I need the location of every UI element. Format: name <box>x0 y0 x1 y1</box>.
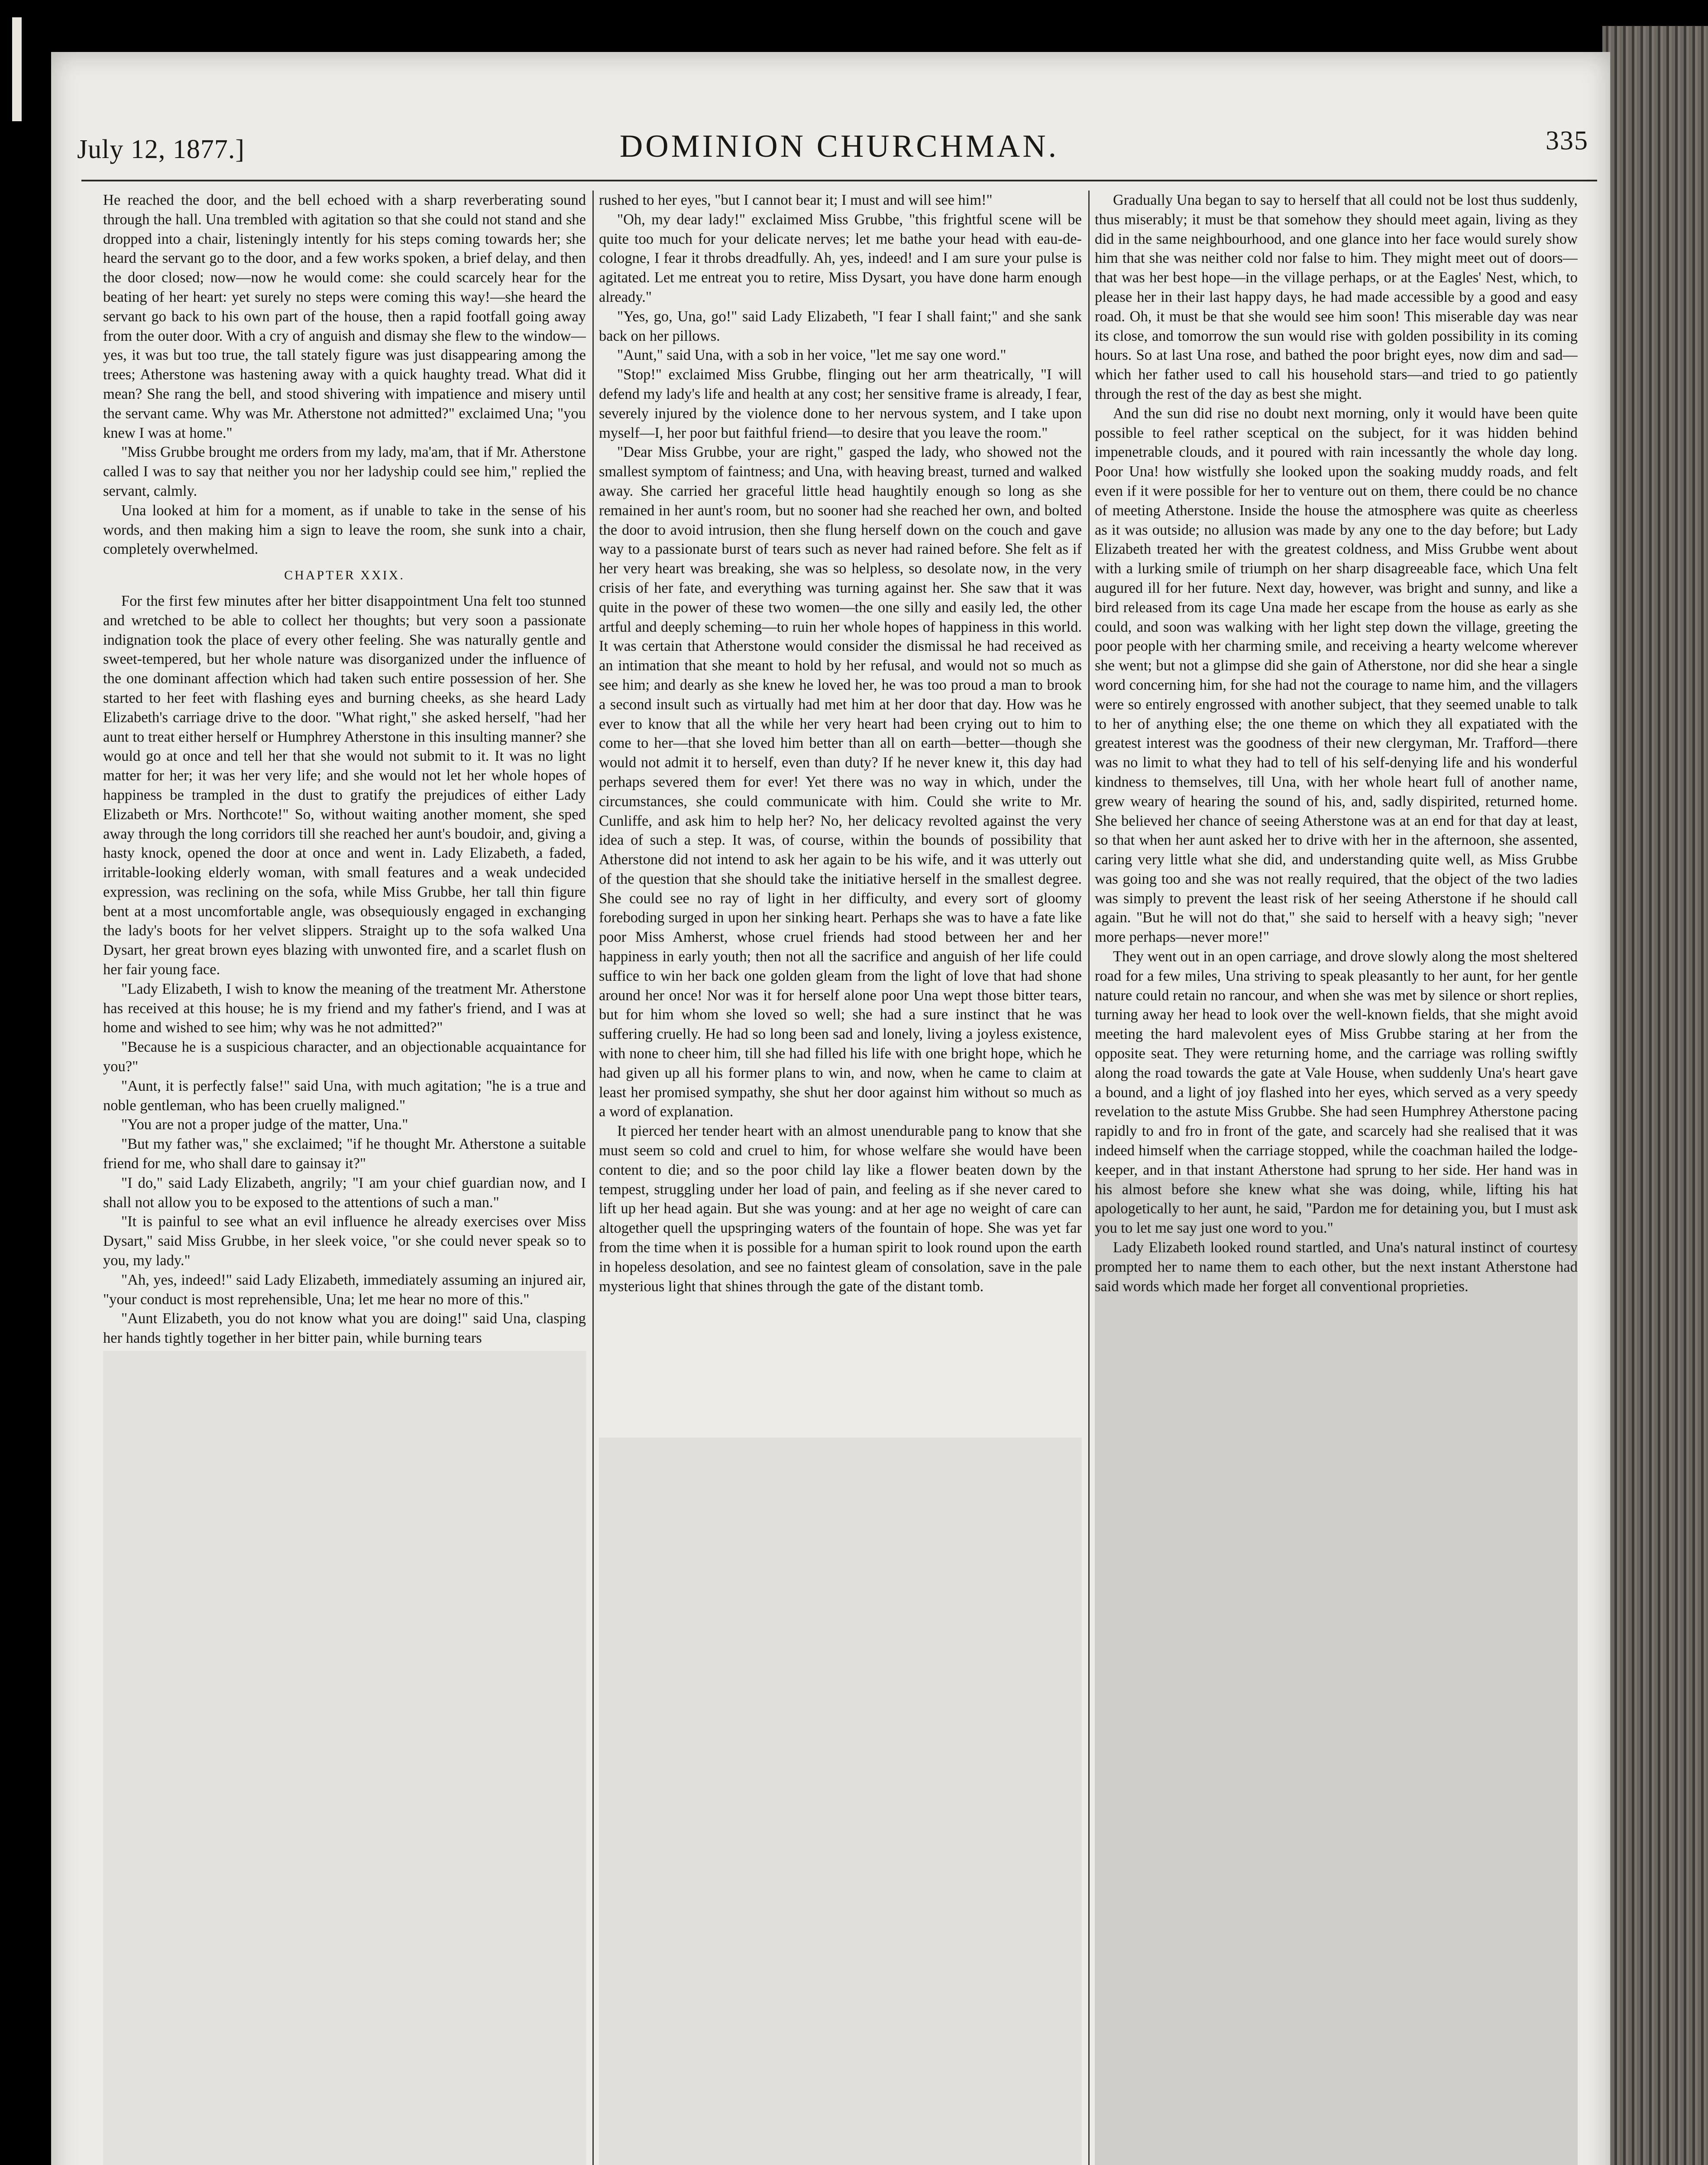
paragraph: "It is painful to see what an evil influence he already exercises over Miss Dysart," said Miss Grubbe, in her sleek voice, "or she could never speak so to you, my lady." <box>103 1213 586 1269</box>
issue-date: July 12, 1877.] <box>77 135 245 164</box>
header-rule <box>81 180 1597 181</box>
page-header <box>77 117 1601 178</box>
paragraph: "Aunt," said Una, with a sob in her voice, "let me say one word." <box>617 347 1006 364</box>
paragraph: "Oh, my dear lady!" exclaimed Miss Grubbe, "this frightful scene will be quite too much for your delicate nerves; let me bathe your head with eau-de-cologne, I fear it throbs dreadfully. Ah, yes, indeed! and I am sure your pulse is agitated. Let me entreat you to retire, Miss Dysart, you have done harm enough already." <box>599 211 1082 305</box>
paragraph: "But my father was," she exclaimed; "if he thought Mr. Atherstone a suitable friend for me, who shall dare to gainsay it?" <box>103 1136 586 1172</box>
paragraph: "Ah, yes, indeed!" said Lady Elizabeth, immediately assuming an injured air, "your conduct is most reprehensible, Una; let me hear no more of this." <box>103 1271 586 1308</box>
paragraph: Una looked at him for a moment, as if unable to take in the sense of his words, and then making him a sign to leave the room, she sunk into a chair, completely overwhelmed. <box>103 502 586 558</box>
chapter-heading: CHAPTER XXIX. <box>284 568 405 583</box>
newspaper-page <box>51 52 1610 2165</box>
paragraph: For the first few minutes after her bitter disappointment Una felt too stunned and wretched to be able to collect her thoughts; but very soon a passionate indignation took the place of every other feeling. She was naturally gentle and sweet-tempered, but her whole nature was disorganized under the influence of the one dominant affection which had taken such entire possession of her. She started to her feet with flashing eyes and burning cheeks, as she heard Lady Elizabeth's carriage drive to the door. "What right," she asked herself, "had her aunt to treat either herself or Humphrey Atherstone in this insulting manner? she would go at once and tell her that she would not submit to it. It was no light matter for her; it was her very life; and she would not let her whole hopes of happiness be trampled in the dust to gratify the prejudices of either Lady Elizabeth or Mrs. Northcote!" So, without waiting another moment, she sped away through the long corridors till she reached her aunt's boudoir, and, giving a hasty knock, opened the door at once and went in. Lady Elizabeth, a faded, irritable-looking elderly woman, with small features and a weak undecided expression, was reclining on the sofa, while Miss Grubbe, her tall thin figure bent at a most uncomfortable angle, was obsequiously engaged in exchanging the lady's boots for her velvet slippers. Straight up to the sofa walked Una Dysart, her great brown eyes blazing with unwonted fire, and a scarlet flush on her fair young face. <box>103 592 586 978</box>
paragraph: And the sun did rise no doubt next morning, only it would have been quite possible to feel rather sceptical on the subject, for it was hidden behind impenetrable clouds, and it poured with rain incessantly the whole day long. Poor Una! how wistfully she looked upon the soaking muddy roads, and felt even if it were possible for her to venture out on them, there could be no chance of meeting Atherstone. Inside the house the atmosphere was quite as cheerless as it was outside; no allusion was made by any one to the day before; but Lady Elizabeth treated her with the greatest coldness, and Miss Grubbe went about with a lurking smile of triumph on her sharp disagreeable face, which Una felt augured ill for her future. Next day, however, was bright and sunny, and like a bird released from its cage Una made her escape from the house as early as she could, and soon was walking with her light step down the village, greeting the poor people with her charming smile, and receiving a hearty welcome wherever she went; but not a glimpse did she gain of Atherstone, nor did she hear a single word concerning him, for she had not the courage to name him, and the villagers were so entirely engrossed with another subject, that they seemed unable to talk to her of anything else; the one theme on which they all expatiated with the greatest interest was the goodness of their new clergyman, Mr. Trafford—there was no limit to what they had to tell of his self-denying life and his wonderful kindness to themselves, till Una, with her whole heart full of another name, grew weary of hearing the sound of his, and, sadly dispirited, returned home. She believed her chance of seeing Atherstone was at an end for that day at least, so that when her aunt asked her to drive with her in the afternoon, she assented, caring very little what she did, and understanding quite well, as Miss Grubbe was going too and she was not really required, that the object of the two ladies was simply to prevent the least risk of her seeing Atherstone if he should call again. "But he will not do that," she said to herself with a heavy sigh; "never more perhaps—never more!" <box>1095 405 1578 946</box>
paragraph: "You are not a proper judge of the matter, Una." <box>121 1116 408 1133</box>
paragraph: Lady Elizabeth looked round startled, and Una's natural instinct of courtesy prompted her to name them to each other, but the next instant Atherstone had said words which made her forget all conventional proprieties. <box>1095 1239 1578 1295</box>
paragraph: They went out in an open carriage, and drove slowly along the most sheltered road for a few miles, Una striving to speak pleasantly to her aunt, for her gentle nature could retain no rancour, and when she was met by silence or short replies, turning away her head to look over the well-known fields, that she might avoid meeting the hard malevolent eyes of Miss Grubbe staring at her from the opposite seat. They were returning home, and the carriage was rolling swiftly along the road towards the gate at Vale House, when suddenly Una's heart gave a bound, and a light of joy flashed into her eyes, which served as a very speedy revelation to the astute Miss Grubbe. She had seen Humphrey Atherstone pacing rapidly to and fro in front of the gate, and scarcely had she realised that it was indeed himself when the carriage stopped, while the coachman hailed the lodge-keeper, and in that instant Atherstone had sprung to her side. Her hand was in his almost before she knew what she was doing, while, lifting his hat apologetically to her aunt, he said, "Pardon me for detaining you, but I must ask you to let me say just one word to you." <box>1095 948 1578 1237</box>
paragraph: He reached the door, and the bell echoed with a sharp reverberating sound through the hall. Una trembled with agitation so that she could not stand and she dropped into a chair, listeningly intently for his steps coming towards her; she heard the servant go to the door, and a few works spoken, a brief delay, and then the door closed; now—now he would come: she could scarcely hear for the beating of her heart: yet surely no steps were coming this way!—she heard the servant go back to his own part of the house, then a rapid footfall going away from the outer door. With a cry of anguish and dismay she flew to the window—yes, it was but too true, the tall stately figure was just disappearing among the trees; Atherstone was hastening away with a quick haughty tread. What did it mean? She rang the bell, and stood shivering with impatience and misery until the servant came. Why was Mr. Atherstone not admitted?" exclaimed Una; "you knew I was at home." <box>103 192 586 441</box>
paragraph: rushed to her eyes, "but I cannot bear it; I must and will see him!" <box>599 192 993 208</box>
paragraph: "Lady Elizabeth, I wish to know the meaning of the treatment Mr. Atherstone has received at this house; he is my friend and my father's friend, and I was at home and wished to see him; why was he not admitted?" <box>103 980 586 1036</box>
paragraph: "I do," said Lady Elizabeth, angrily; "I am your chief guardian now, and I shall not allow you to be exposed to the attentions of such a man." <box>103 1174 586 1211</box>
paragraph: "Miss Grubbe brought me orders from my lady, ma'am, that if Mr. Atherstone called I was to say that neither you nor her ladyship could see him," replied the servant, calmly. <box>103 444 586 499</box>
publication-title: DOMINION CHURCHMAN. <box>619 129 1059 164</box>
page-number: 335 <box>1546 126 1588 155</box>
paragraph: "Yes, go, Una, go!" said Lady Elizabeth, "I fear I shall faint;" and she sank back on her pillows. <box>599 308 1082 344</box>
book-page-edges <box>1602 26 1708 2165</box>
paragraph: It pierced her tender heart with an almost unendurable pang to know that she must seem so cold and cruel to him, for whose welfare she would have been content to die; and so the poor child lay like a flower beaten down by the tempest, struggling under her load of pain, and feeling as if she never cared to lift up her head again. But she was young: and at her age no weight of care can altogether quell the upspringing waters of the fountain of hope. She was yet far from the time when it is possible for a human spirit to look round upon the earth in hopeless desolation, and see no faintest gleam of consolation, save in the pale mysterious light that shines through the gate of the distant tomb. <box>599 1123 1082 1295</box>
paragraph: "Aunt Elizabeth, you do not know what you are doing!" said Una, clasping her hands tightly together in her bitter pain, while burning tears <box>103 1310 586 1347</box>
paragraph: "Because he is a suspicious character, and an objectionable acquaintance for you?" <box>103 1039 586 1075</box>
paragraph: "Aunt, it is perfectly false!" said Una, with much agitation; "he is a true and noble gentleman, who has been cruelly maligned." <box>103 1077 586 1114</box>
column-divider <box>592 191 594 2165</box>
text-column-3 <box>1095 191 1578 2165</box>
column-divider <box>1088 191 1090 2165</box>
film-marker-top <box>12 17 22 121</box>
paragraph: "Stop!" exclaimed Miss Grubbe, flinging out her arm theatrically, "I will defend my lady's life and health at any cost; her sensitive frame is already, I fear, severely injured by the violence done to her nervous system, and I take upon myself—I, her poor but faithful friend—to desire that you leave the room." <box>599 366 1082 441</box>
film-border-left <box>0 0 52 2165</box>
paragraph: Gradually Una began to say to herself that all could not be lost thus suddenly, thus miserably; it must be that somehow they should meet again, living as they did in the same neighbourhood, and one glance into her face would surely show him that she was neither cold nor false to him. They might meet out of doors—that was her best hope—in the village perhaps, or at the Eagles' Nest, which, to please her in their last happy days, he had made accessible by a good and easy road. Oh, it must be that she would see him soon! This miserable day was near its close, and tomorrow the sun would rise with golden possibility in its coming hours. So at last Una rose, and bathed the poor bright eyes, now dim and sad—which her father used to call his household stars—and tried to go patiently through the rest of the day as best she might. <box>1095 192 1578 402</box>
text-column-2 <box>599 191 1082 2165</box>
text-column-1 <box>103 191 586 2165</box>
paragraph: "Dear Miss Grubbe, your are right," gasped the lady, who showed not the smallest symptom of faintness; and Una, with heaving breast, turned and walked away. She carried her graceful little head haughtily enough so long as she remained in her aunt's room, but no sooner had she reached her own, and bolted the door to avoid intrusion, then she flung herself down on the couch and gave way to a passionate burst of tears such as never had rained before. She felt as if her very heart was breaking, she was so helpless, so desolate now, in the very crisis of her fate, and everything was turning against her. She saw that it was quite in the power of these two women—the one silly and easily led, the other artful and deeply scheming—to ruin her whole hopes of happiness in this world. It was certain that Atherstone would consider the dismissal he had received as an intimation that she meant to hold by her refusal, and would not so much as see him; and dearly as she knew he loved her, he was too proud a man to brook a second insult such as virtually had met him at her door that day. How was he ever to know that all the while her very heart had been crying out to him to come to her—that she loved him better than all on earth—better—though she would not admit it to herself, even than duty? If he never knew it, this day had perhaps severed them for ever! Yet there was no way in which, under the circumstances, she could communicate with him. Could she write to Mr. Cunliffe, and ask him to help her? No, her delicacy revolted against the very idea of such a step. It was, of course, within the bounds of possibility that Atherstone did not intend to ask her again to be his wife, and it was utterly out of the question that she should take the initiative herself in the smallest degree. She could see no ray of light in her difficulty, and every sort of gloomy foreboding surged in upon her sinking heart. Perhaps she was to have a fate like poor Miss Amherst, whose cruel friends had stood between her and her happiness in early youth; then not all the sacrifice and anguish of her life could suffice to win her back one golden gleam from the light of love that had shone around her once! Nor was it for herself alone poor Una wept those bitter tears, but for him whom she loved so well; she had a sure instinct that he was suffering cruelly. He had so long been sad and lonely, living a joyless existence, with none to cheer him, till she had filled his life with one bright hope, which he had given up all his former plans to win, and now, when he came to claim at least her promised sympathy, she shut her door against him without so much as a word of explanation. <box>599 444 1082 1120</box>
